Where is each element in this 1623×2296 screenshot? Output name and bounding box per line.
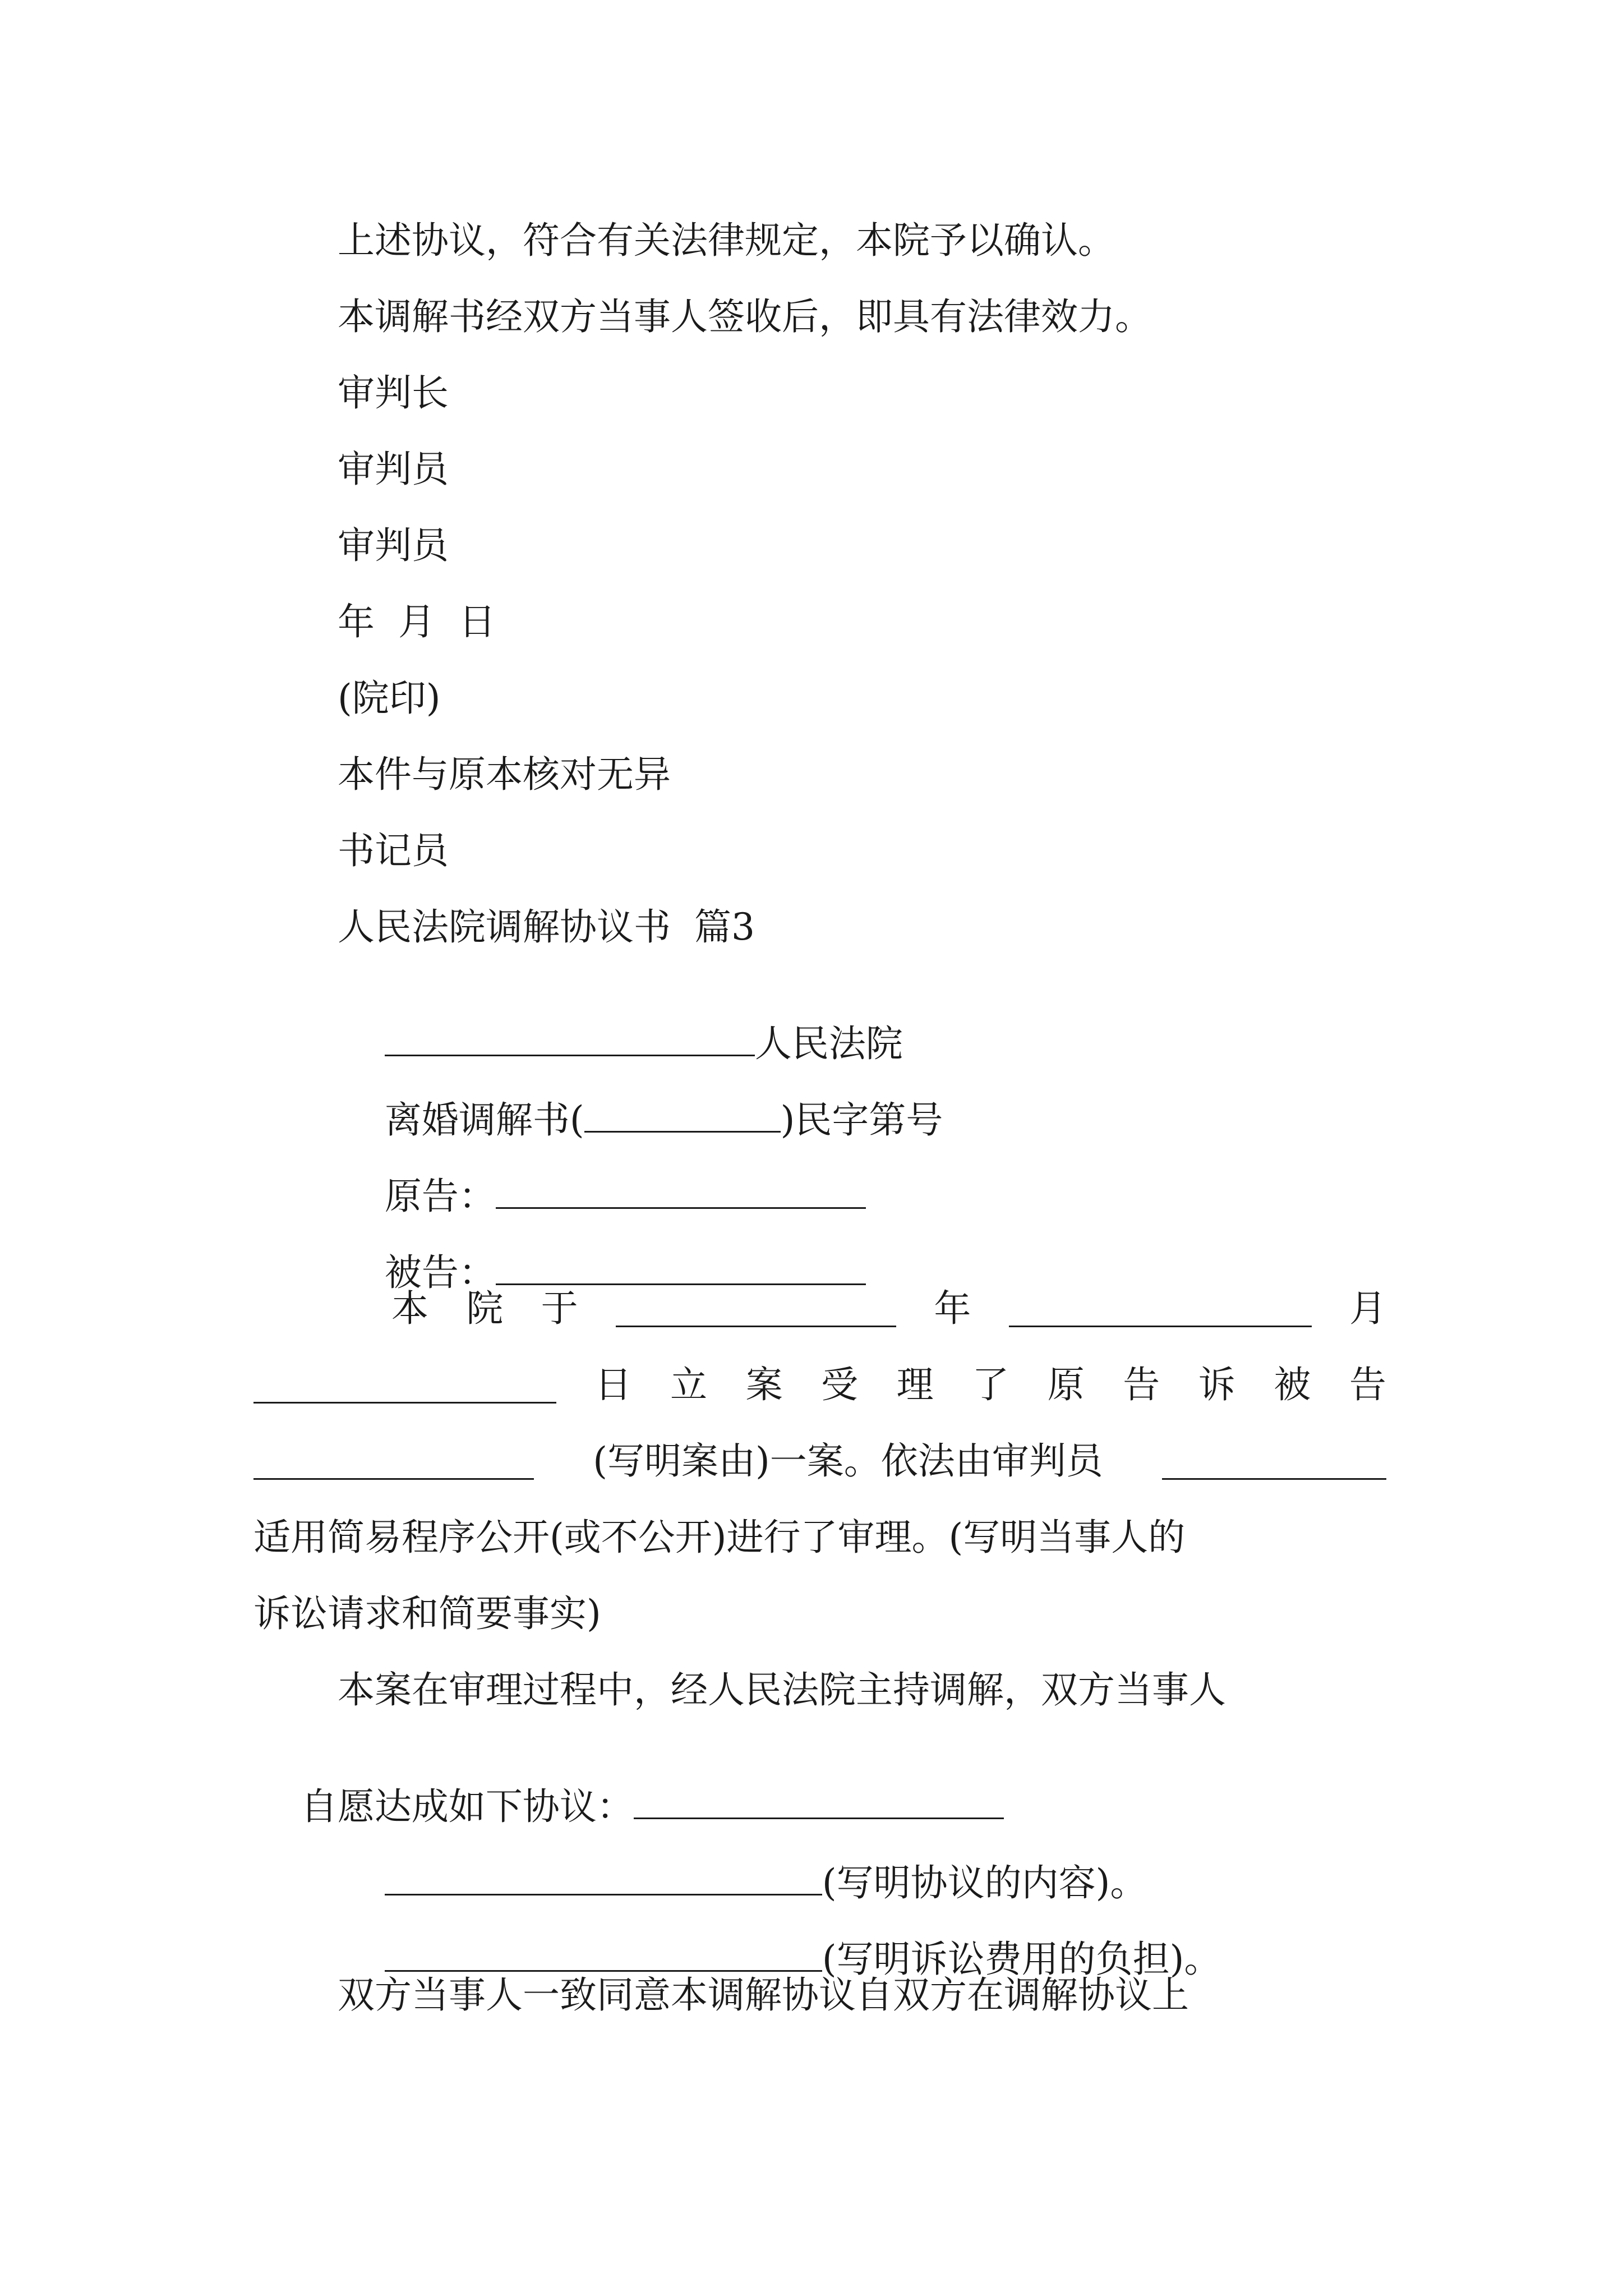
agreement-intro: 自愿达成如下协议： — [300, 1785, 634, 1828]
defendant-label: 被告： — [384, 1251, 496, 1294]
judge-name-blank — [1162, 1446, 1386, 1480]
agreement-content-blank — [385, 1861, 822, 1895]
consent-paragraph: 双方当事人一致同意本调解协议自双方在调解协议上 — [338, 1973, 1189, 2017]
chief-judge-line: 审判长 — [338, 371, 449, 415]
procedure-line: 适用简易程序公开(或不公开)进行了审理。(写明当事人的 — [253, 1516, 1186, 1559]
claims-line: 诉讼请求和简要事实) — [253, 1592, 601, 1635]
case-number-suffix: )民字第号 — [780, 1098, 943, 1142]
month-blank — [1009, 1293, 1312, 1327]
word-ri: 日 — [594, 1363, 632, 1406]
defendant-blank — [496, 1251, 866, 1285]
word-year: 年 — [934, 1287, 971, 1330]
clerk-line: 书记员 — [338, 829, 449, 872]
word-bei: 被 — [1274, 1363, 1311, 1406]
court-seal-line: (院印) — [338, 677, 441, 720]
filing-date-line — [391, 1287, 1386, 1330]
mediation-paragraph: 本案在审理过程中，经人民法院主持调解，双方当事人 — [338, 1668, 1226, 1711]
date-line: 年 月 日 — [338, 600, 496, 643]
word-gao2: 告 — [1349, 1363, 1386, 1406]
court-name-blank — [385, 1022, 755, 1056]
word-su: 诉 — [1198, 1363, 1235, 1406]
word-gao: 告 — [1123, 1363, 1160, 1406]
litigation-fee-blank — [385, 1938, 822, 1972]
case-accept-line — [253, 1363, 1386, 1406]
judge-line-1: 审判员 — [338, 448, 449, 491]
case-cause-text: (写明案由)一案。依法由审判员 — [593, 1439, 1103, 1483]
plaintiff-blank — [496, 1175, 866, 1209]
word-month: 月 — [1349, 1287, 1386, 1330]
plaintiff-label: 原告： — [384, 1175, 496, 1218]
section-heading: 人民法院调解协议书 篇3 — [338, 905, 755, 949]
verified-line: 本件与原本核对无异 — [338, 753, 671, 796]
word-li2: 理 — [896, 1363, 934, 1406]
court-name-suffix: 人民法院 — [754, 1022, 903, 1065]
word-shou: 受 — [821, 1363, 859, 1406]
word-le: 了 — [972, 1363, 1009, 1406]
judge-line-2: 审判员 — [338, 524, 449, 567]
case-cause-line — [253, 1439, 1386, 1483]
word-yu: 于 — [541, 1287, 578, 1330]
litigation-fee-note: (写明诉讼费用的负担)。 — [822, 1938, 1221, 1981]
agreement-blank — [634, 1785, 1004, 1819]
day-blank — [253, 1369, 556, 1404]
word-yuan2: 原 — [1047, 1363, 1085, 1406]
paragraph-effect: 本调解书经双方当事人签收后，即具有法律效力。 — [338, 295, 1152, 338]
word-li: 立 — [670, 1363, 708, 1406]
year-blank — [616, 1293, 896, 1327]
word-ben: 本 — [391, 1287, 428, 1330]
defendant-name-blank — [253, 1446, 534, 1480]
case-number-blank — [584, 1098, 781, 1133]
word-yuan: 院 — [466, 1287, 504, 1330]
word-an: 案 — [745, 1363, 783, 1406]
case-title: 离婚调解书( — [384, 1098, 584, 1142]
paragraph-confirm: 上述协议，符合有关法律规定，本院予以确认。 — [338, 219, 1115, 262]
agreement-content-note: (写明协议的内容)。 — [822, 1861, 1147, 1904]
